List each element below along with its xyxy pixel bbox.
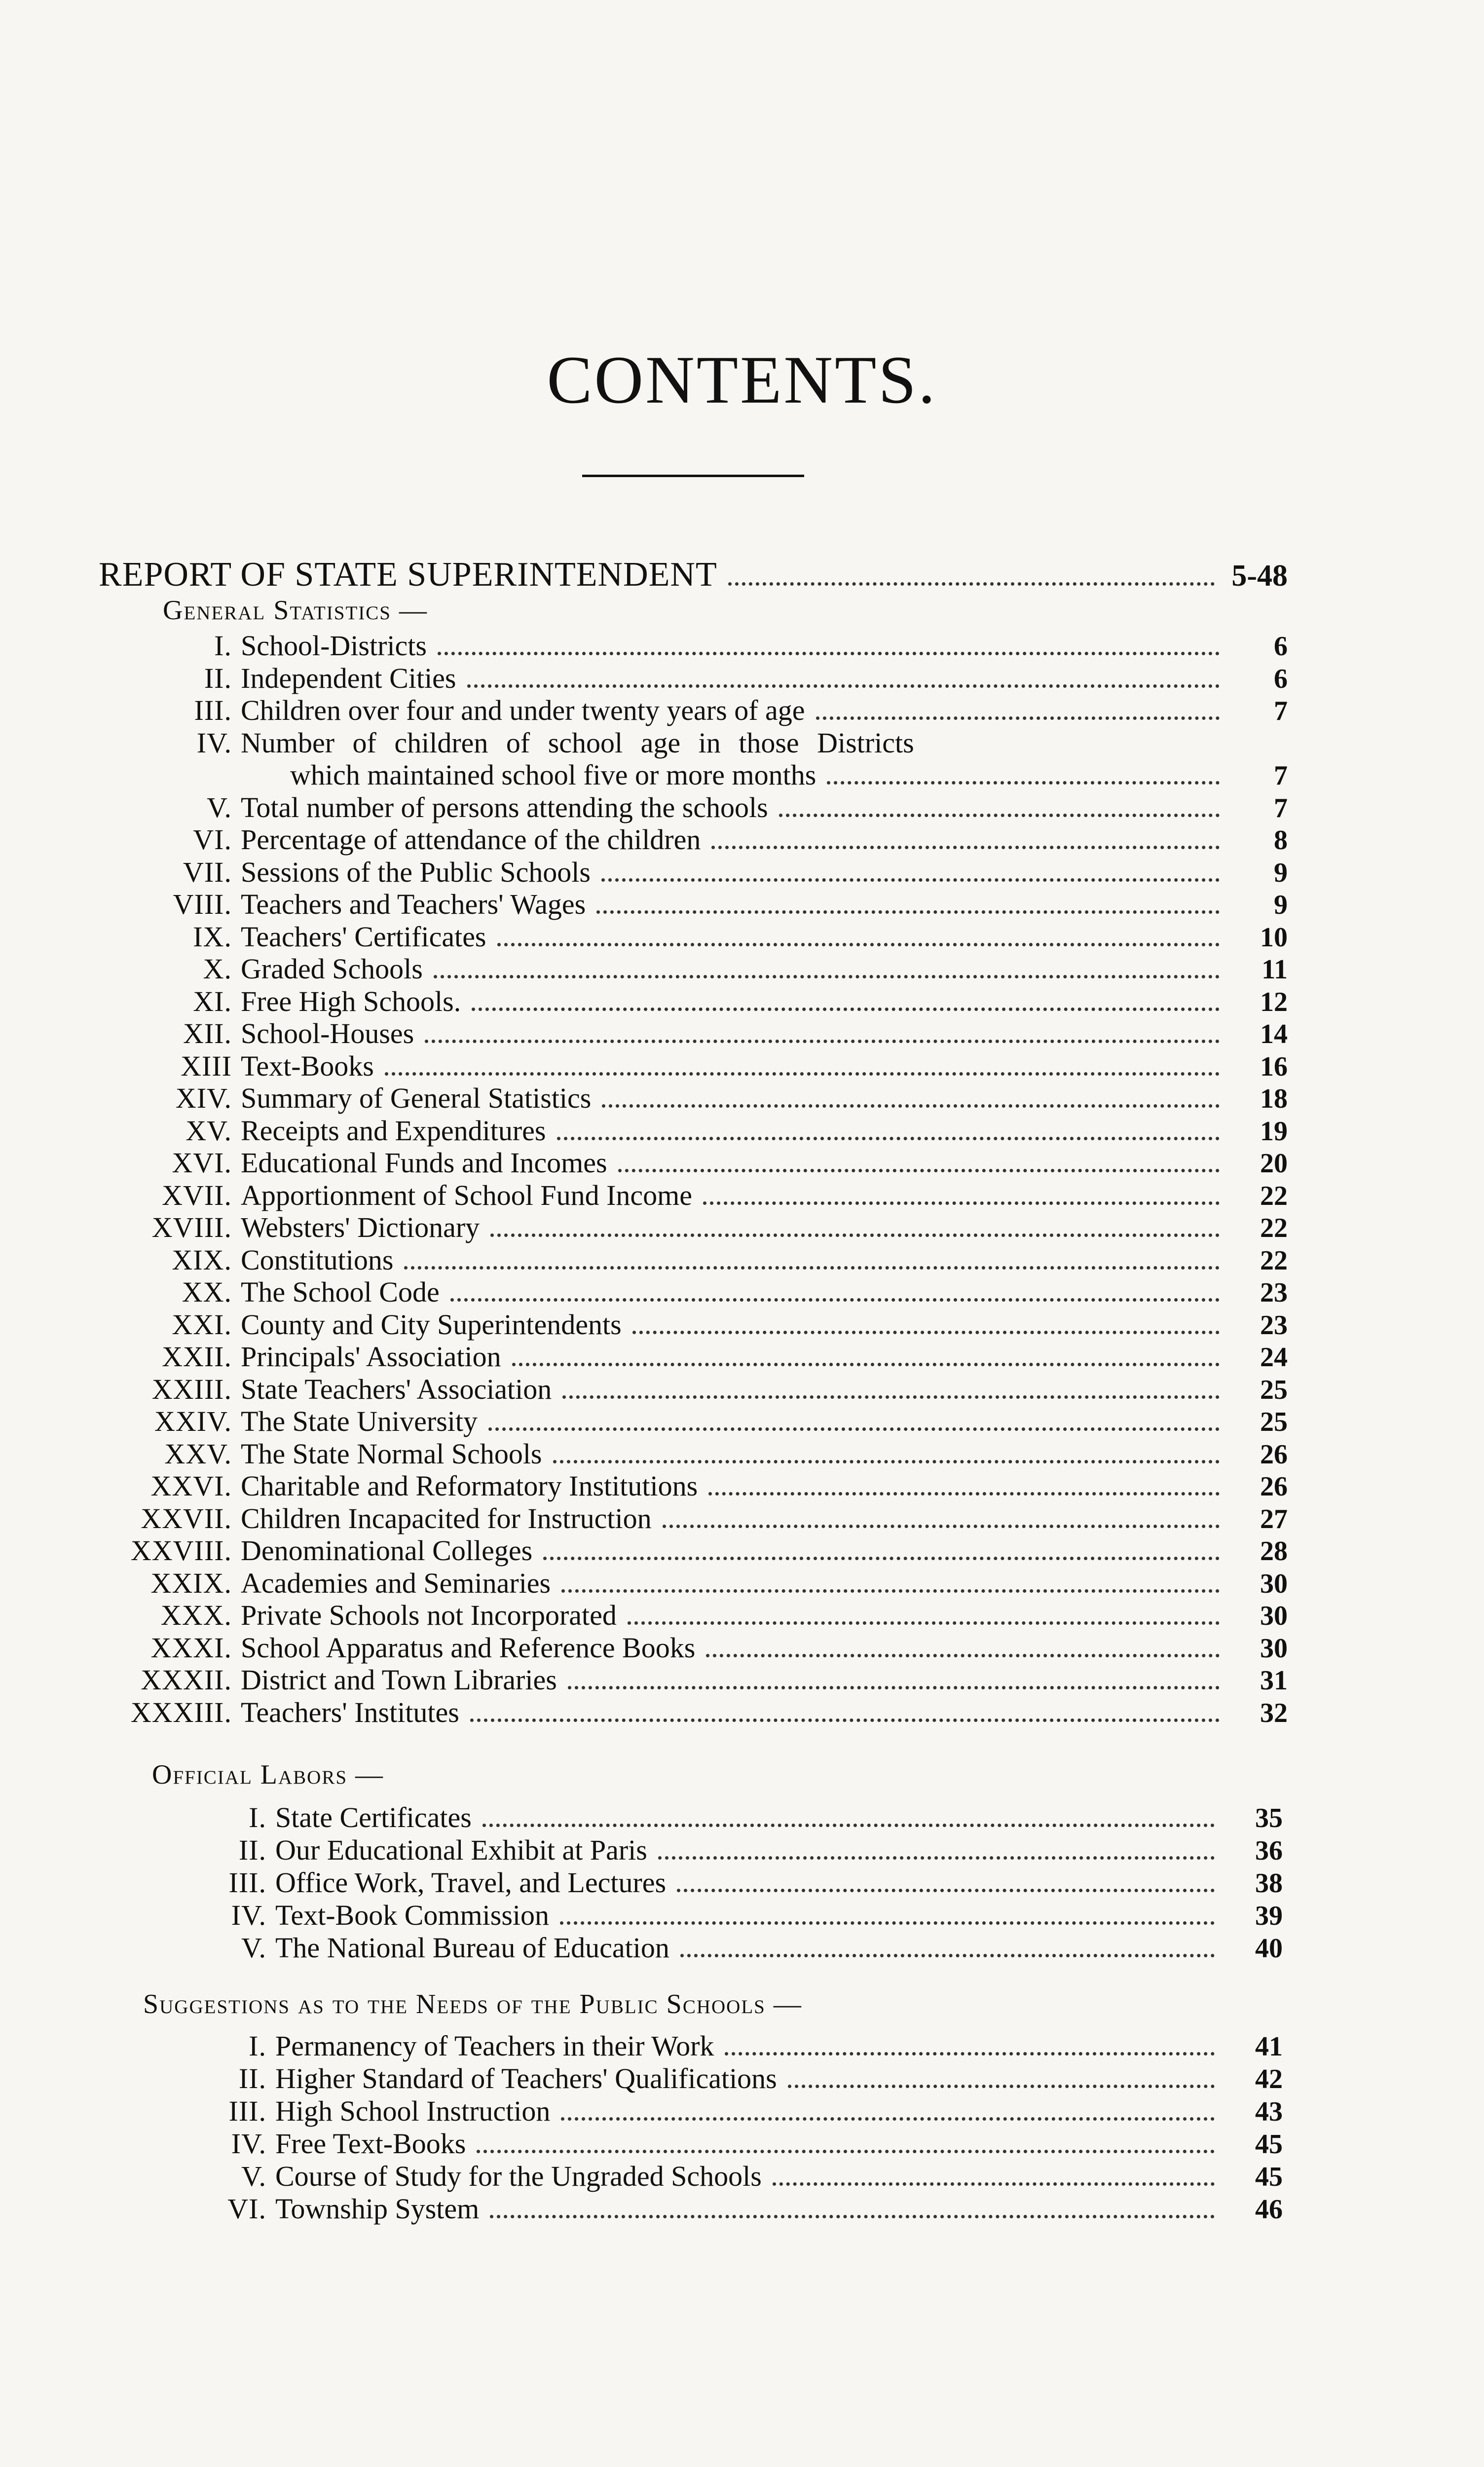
dot-leader [628,1621,1220,1625]
entry-page-number: 40 [1255,1933,1283,1964]
toc-entry [69,1343,1288,1372]
entry-page-number: 43 [1255,2096,1283,2127]
toc-entry [69,1114,1288,1147]
toc-entry [168,2162,1283,2192]
toc-entry [69,1243,1288,1276]
entry-numeral: IX. [193,920,232,953]
entry-title: Principals' Association [241,1341,501,1373]
report-label: REPORT OF STATE SUPERINTENDENT [99,556,717,594]
entry-title: Teachers' Institutes [241,1696,459,1728]
entry-page-number: 35 [1255,1803,1283,1833]
entry-numeral: XXVII. [141,1502,232,1534]
entry-page-number: 23 [1260,1277,1288,1308]
toc-entry [69,1084,1288,1114]
entry-page-number: 28 [1260,1536,1288,1567]
entry-title: The State University [241,1405,478,1437]
dot-leader [490,1234,1220,1237]
entry-page-number: 7 [1274,696,1288,726]
dot-leader [560,1921,1215,1925]
dot-leader [488,1427,1220,1431]
entry-page-number: 24 [1260,1342,1288,1373]
entry-numeral: XV. [186,1114,232,1147]
entry-title: Text-Books [241,1049,374,1082]
entry-title: Total number of persons attending the schools [241,791,768,823]
entry-page-number: 25 [1260,1374,1288,1405]
entry-title-continuation: which maintained school five or more months [290,759,816,791]
entry-numeral: V. [207,791,232,823]
dot-leader [434,975,1220,978]
entry-page-number: 8 [1274,825,1288,856]
dot-leader [450,1298,1220,1302]
toc-entry [69,1278,1288,1308]
toc-entry [69,955,1288,984]
toc-entry [69,1149,1288,1178]
dot-leader [472,1008,1220,1011]
entry-page-number: 36 [1255,1835,1283,1866]
toc-entry [168,2097,1283,2127]
dot-leader [663,1525,1220,1528]
dot-leader [543,1557,1220,1560]
dot-leader [788,2085,1215,2088]
dot-leader [816,716,1220,720]
entry-numeral: XXII. [162,1341,232,1373]
dot-leader [470,1719,1220,1722]
dot-leader [711,846,1220,849]
toc-entry [69,1698,1288,1728]
entry-title: High School Instruction [275,2095,551,2127]
entry-title: Charitable and Reformatory Institutions [241,1470,698,1502]
dot-leader [827,781,1220,785]
entry-title: School-Houses [241,1017,414,1049]
entry-page-number: 6 [1274,663,1288,694]
entry-page-number: 22 [1260,1213,1288,1243]
toc-entry [69,920,1288,953]
entry-title: Private Schools not Incorporated [241,1599,617,1631]
entry-title: The School Code [241,1276,440,1308]
entry-title: Course of Study for the Ungraded Schools [275,2160,762,2192]
entry-page-number: 26 [1260,1471,1288,1502]
entry-numeral: XXX. [160,1599,232,1631]
entry-title: Independent Cities [241,662,456,694]
entry-title: Free Text-Books [275,2128,466,2160]
dot-leader [561,1589,1220,1593]
entry-title: Children Incapacited for Instruction [241,1502,652,1534]
entry-numeral: XXXIII. [130,1696,232,1728]
entry-title: Higher Standard of Teachers' Qualifications [275,2062,777,2094]
section-heading-official-labors: Official Labors — [152,1759,384,1790]
entry-title: Websters' Dictionary [241,1211,480,1243]
entry-numeral: XXXI. [150,1631,232,1664]
entry-title: Children over four and under twenty years of age [241,694,805,726]
entry-title: Graded Schools [241,953,423,985]
toc-entry [69,632,1288,661]
toc-entry [69,664,1288,694]
entry-page-number: 19 [1260,1116,1288,1147]
title-rule [582,475,804,477]
entry-numeral: XXI. [172,1308,232,1341]
entry-page-number: 16 [1260,1051,1288,1082]
entry-page-number: 38 [1255,1868,1283,1899]
dot-leader [482,1824,1215,1827]
toc-entry [168,1934,1283,1963]
entry-page-number: 9 [1274,857,1288,888]
entry-page-number: 27 [1260,1503,1288,1534]
entry-title: Number of children of school age in those Districts [241,726,914,759]
page-title: CONTENTS. [547,342,937,417]
entry-title: County and City Superintendents [241,1308,622,1341]
dot-leader [706,1654,1220,1657]
entry-title: School-Districts [241,630,427,662]
entry-numeral: V. [241,1932,266,1964]
entry-title: Educational Funds and Incomes [241,1147,607,1179]
entry-numeral: XXV. [164,1437,232,1470]
toc-entry [69,1049,1288,1082]
entry-page-number: 41 [1255,2031,1283,2062]
dot-leader [658,1856,1215,1860]
toc-entry-continuation [290,761,1288,790]
entry-page-number: 11 [1261,954,1288,985]
entry-numeral: V. [241,2160,266,2192]
dot-leader [425,1040,1220,1043]
entry-page-number: 30 [1260,1601,1288,1631]
entry-numeral: II. [204,662,232,694]
entry-title: The State Normal Schools [241,1437,542,1470]
entry-title: Office Work, Travel, and Lectures [275,1867,667,1899]
entry-page-number: 42 [1255,2064,1283,2094]
entry-numeral: II. [238,2062,266,2094]
entry-page-number: 7 [1274,760,1288,791]
entry-numeral: XVI. [172,1147,232,1179]
entry-numeral: XIX. [172,1243,232,1276]
entry-title: State Certificates [275,1801,472,1833]
toc-entry [168,1836,1283,1866]
dot-leader [557,1137,1220,1140]
toc-entry [69,1437,1288,1470]
entry-numeral: XIII [181,1049,232,1082]
entry-numeral: XVIII. [151,1211,232,1243]
entry-numeral: VI. [227,2193,266,2225]
dot-leader [632,1331,1220,1334]
toc-entry [168,2195,1283,2224]
entry-numeral: I. [249,1801,266,1833]
dot-leader [490,2215,1215,2218]
dot-leader [677,1889,1215,1892]
entry-page-number: 39 [1255,1901,1283,1931]
dot-leader [467,684,1220,688]
toc-entry [168,2032,1283,2061]
dot-leader [512,1363,1220,1366]
entry-title: Denominational Colleges [241,1534,533,1567]
toc-entry [69,793,1288,823]
entry-title: Apportionment of School Fund Income [241,1179,693,1211]
entry-title: The National Bureau of Education [275,1932,669,1964]
entry-numeral: X. [203,953,232,985]
toc-entry [168,2064,1283,2094]
entry-page-number: 18 [1260,1084,1288,1114]
entry-numeral: XI. [193,985,232,1017]
toc-entry [69,726,1219,759]
entry-numeral: I. [214,630,232,662]
entry-page-number: 9 [1274,890,1288,920]
toc-entry [168,1869,1283,1898]
toc-entry [69,1631,1288,1664]
toc-entry [69,1569,1288,1599]
toc-entry [168,1901,1283,1931]
entry-numeral: VIII. [173,888,232,920]
entry-page-number: 26 [1260,1439,1288,1470]
toc-entry [168,2130,1283,2159]
entry-title: State Teachers' Association [241,1373,552,1405]
entry-numeral: III. [228,1867,266,1899]
entry-title: Teachers' Certificates [241,920,486,953]
entry-title: Receipts and Expenditures [241,1114,546,1147]
dot-leader [618,1169,1220,1172]
entry-numeral: I. [249,2030,266,2062]
dot-leader [725,2052,1215,2056]
toc-entry [69,1504,1288,1534]
dot-leader [728,582,1215,586]
dot-leader [404,1266,1220,1270]
dot-leader [773,2182,1215,2186]
entry-title: Township System [275,2193,480,2225]
dot-leader [553,1460,1220,1463]
entry-numeral: XXVIII. [130,1534,232,1567]
dot-leader [596,910,1220,914]
entry-title: Sessions of the Public Schools [241,856,591,888]
toc-entry [69,1019,1288,1049]
dot-leader [568,1686,1220,1689]
entry-numeral: III. [228,2095,266,2127]
toc-entry [168,1803,1283,1833]
entry-page-number: 45 [1255,2162,1283,2192]
dot-leader [703,1201,1220,1205]
entry-title: Summary of General Statistics [241,1082,592,1114]
entry-page-number: 12 [1260,986,1288,1017]
entry-page-number: 14 [1260,1019,1288,1049]
dot-leader [708,1492,1220,1495]
toc-entry [69,1601,1288,1631]
entry-title: Teachers and Teachers' Wages [241,888,586,920]
entry-title: Our Educational Exhibit at Paris [275,1834,647,1866]
entry-numeral: VI. [193,823,232,856]
dot-leader [385,1072,1220,1076]
entry-page-number: 30 [1260,1568,1288,1599]
dot-leader [562,1395,1220,1399]
toc-entry [69,890,1288,920]
dot-leader [680,1954,1215,1957]
entry-numeral: XII. [183,1017,232,1049]
dot-leader [602,1104,1220,1108]
dot-leader [438,652,1220,655]
toc-entry [69,696,1288,726]
entry-numeral: XVII. [162,1179,232,1211]
entry-numeral: XXIX. [150,1567,232,1599]
entry-page-number: 20 [1260,1148,1288,1179]
entry-page-number: 25 [1260,1407,1288,1437]
section-heading-general-statistics: General Statistics — [163,595,428,626]
report-entry [99,558,1288,592]
toc-entry [69,1407,1288,1437]
entry-title: Text-Book Commission [275,1899,550,1931]
entry-numeral: IV. [231,2128,266,2160]
entry-page-number: 23 [1260,1309,1288,1341]
dot-leader [477,2150,1215,2153]
toc-entry [69,1472,1288,1501]
section-heading-suggestions: Suggestions as to the Needs of the Public Schools — [143,1989,802,2019]
entry-page-number: 7 [1274,792,1288,823]
entry-numeral: XX. [182,1276,232,1308]
entry-title: Free High Schools. [241,985,461,1017]
entry-title: District and Town Libraries [241,1664,557,1696]
entry-page-number: 31 [1260,1665,1288,1696]
dot-leader [561,2117,1215,2121]
entry-page-number: 30 [1260,1633,1288,1664]
entry-title: Permanency of Teachers in their Work [275,2030,714,2062]
entry-numeral: IV. [196,726,232,759]
report-pages: 5-48 [1231,559,1288,593]
entry-page-number: 22 [1260,1245,1288,1276]
toc-entry [69,825,1288,855]
toc-entry [69,987,1288,1017]
toc-entry [69,1310,1288,1340]
toc-entry [69,1536,1288,1566]
entry-title: Academies and Seminaries [241,1567,551,1599]
entry-page-number: 32 [1260,1697,1288,1728]
entry-page-number: 45 [1255,2129,1283,2160]
entry-title: School Apparatus and Reference Books [241,1631,696,1664]
entry-page-number: 22 [1260,1180,1288,1211]
toc-entry [69,1213,1288,1243]
toc-entry [69,1181,1288,1211]
entry-title: Percentage of attendance of the children [241,823,701,856]
entry-numeral: VII. [183,856,232,888]
toc-entry [69,858,1288,888]
entry-page-number: 10 [1260,922,1288,953]
entry-numeral: XXIV. [154,1405,232,1437]
dot-leader [779,814,1220,817]
entry-numeral: XXVI. [150,1470,232,1502]
entry-numeral: XXIII. [151,1373,232,1405]
entry-numeral: XIV. [175,1082,232,1114]
toc-entry [69,1375,1288,1405]
entry-page-number: 6 [1274,631,1288,662]
entry-numeral: III. [194,694,232,726]
entry-numeral: IV. [231,1899,266,1931]
entry-page-number: 46 [1255,2194,1283,2225]
toc-entry [69,1666,1288,1695]
dot-leader [497,943,1220,946]
entry-numeral: II. [238,1834,266,1866]
entry-numeral: XXXII. [141,1664,232,1696]
dot-leader [601,878,1220,882]
entry-title: Constitutions [241,1243,394,1276]
